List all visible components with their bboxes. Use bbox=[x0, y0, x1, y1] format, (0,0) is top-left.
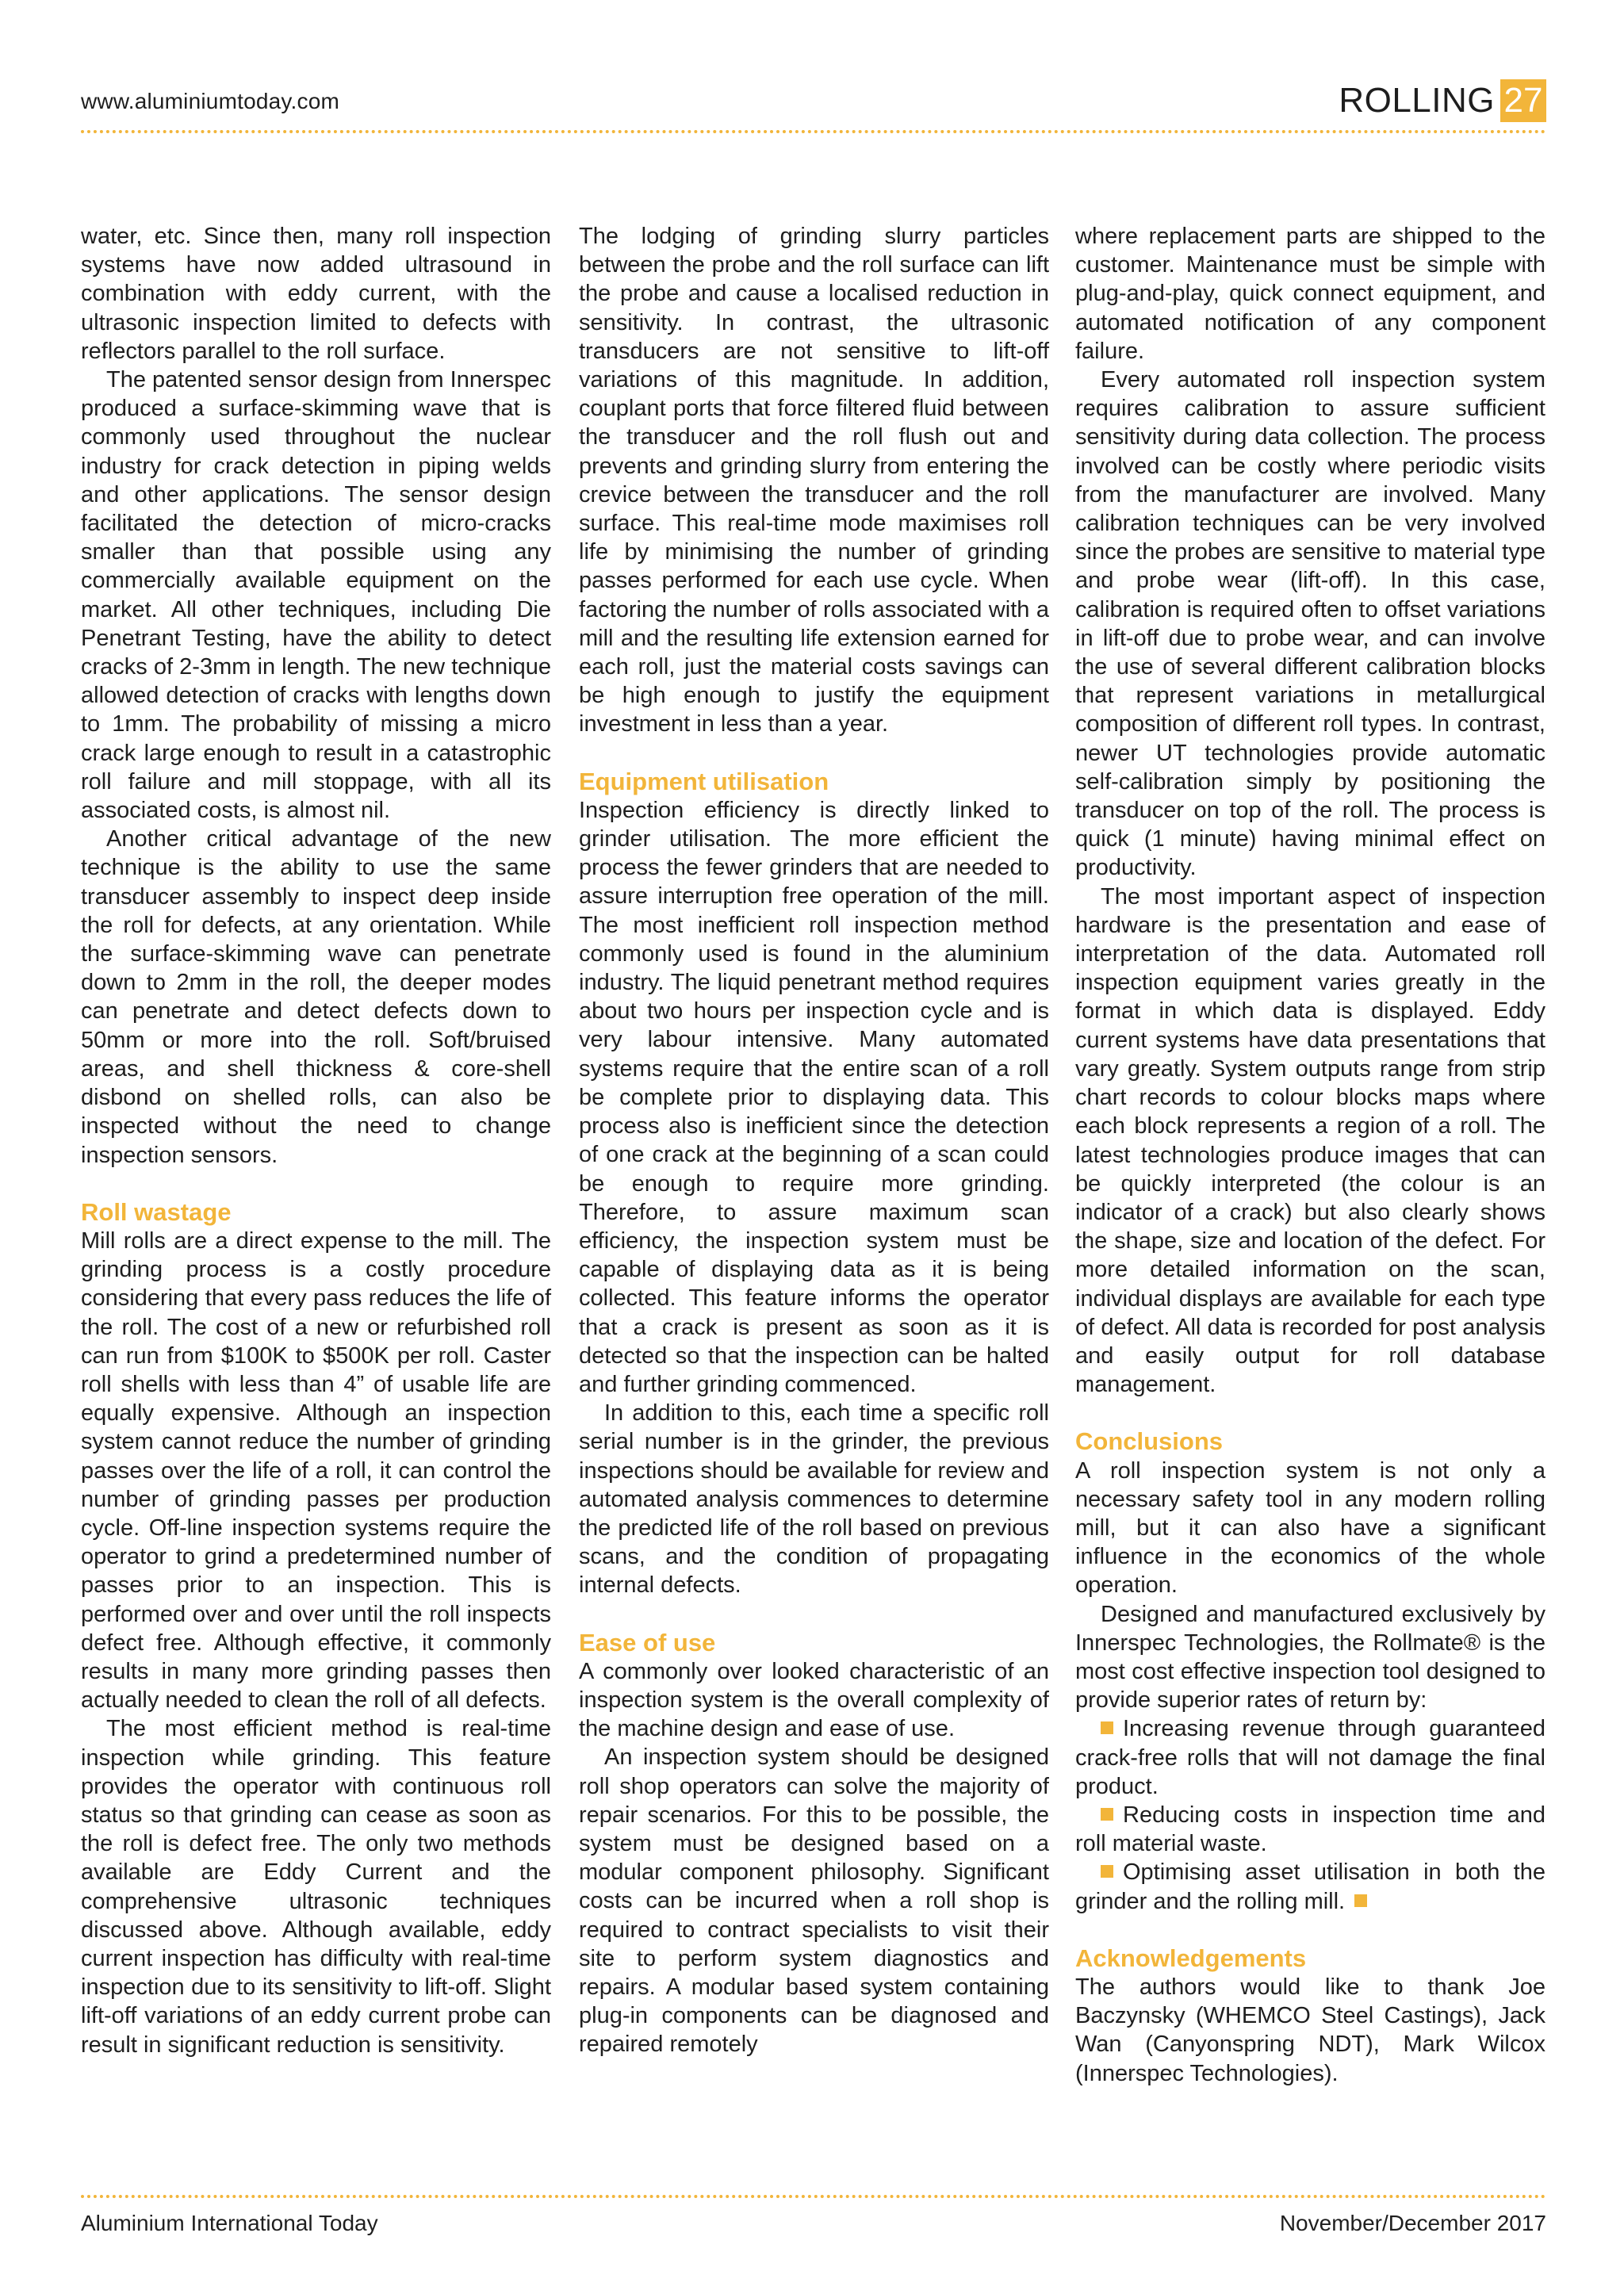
paragraph: The most important aspect of inspection hardware is the presentation and ease of interpretation of the data. Automated roll inspection equipment varies greatly in the format in which data is displayed. Eddy current systems have data presentations that vary greatly. System outputs range from strip chart records to colour blocks maps where each block represents a region of a roll. The latest technologies produce images that can be quickly interpreted (the colour is an indicator of a crack) but also clearly shows the shape, size and location of the defect. For more detailed information on the scan, individual displays are available for each type of defect. All data is recorded for post analysis and easily output for roll database management. bbox=[1075, 883, 1545, 1398]
heading-equipment-utilisation: Equipment utilisation bbox=[579, 767, 829, 795]
paragraph: where replacement parts are shipped to the customer. Maintenance must be simple with plug-and-play, quick connect equipment, and automated notification of any component failure. bbox=[1075, 224, 1545, 364]
square-bullet-icon bbox=[1101, 1808, 1113, 1821]
section-label: ROLLING bbox=[1339, 81, 1495, 120]
footer-issue: November/December 2017 bbox=[1279, 2211, 1546, 2235]
footer-publication: Aluminium International Today bbox=[81, 2211, 378, 2235]
bullet-text: Increasing revenue through guaranteed crack-free rolls that will not damage the final product. bbox=[1075, 1716, 1545, 1799]
footer-dotted-rule bbox=[81, 2195, 1546, 2198]
paragraph: Inspection efficiency is directly linked to grinder utilisation. The more efficient the process the fewer grinders that are needed to assure interruption free operation of the mill. The most inefficient roll inspection method commonly used is found in the aluminium industry. The liquid penetrant method requires about two hours per inspection cycle and is very labour intensive. Many automated systems require that the entire scan of a roll be complete prior to displaying data. This process also is inefficient since the detection of one crack at the beginning of a scan could be enough to require more grinding. Therefore, to assure maximum scan efficiency, the inspection system must be capable of displaying data as it is being collected. This feature informs the operator that a crack is present as soon as it is detected so that the inspection can be halted and further grinding commenced. bbox=[579, 797, 1049, 1397]
column-2 bbox=[579, 222, 1049, 2059]
end-of-article-icon bbox=[1354, 1894, 1367, 1907]
column-1 bbox=[81, 222, 551, 2059]
heading-roll-wastage: Roll wastage bbox=[81, 1197, 232, 1226]
site-url[interactable]: www.aluminiumtoday.com bbox=[81, 89, 339, 113]
paragraph: Mill rolls are a direct expense to the mill. The grinding process is a costly procedure considering that every pass reduces the life of the roll. The cost of a new or refurbished roll can run from $100K to $500K per roll. Caster roll shells with less than 4” of usable life are equally expensive. Although an inspection system cannot reduce the number of grinding passes over the life of a roll, it can control the number of grinding passes per production cycle. Off-line inspection systems require the operator to grind a predetermined number of passes prior to an inspection. This is performed over and over until the roll inspects defect free. Although effective, it commonly results in many more grinding passes then actually needed to clean the roll of all defects. bbox=[81, 1227, 551, 1714]
paragraph: Every automated roll inspection system requires calibration to assure sufficient sensitivity during data collection. The process involved can be costly where periodic visits from the manufacturer are involved. Many calibration techniques can be very involved since the probes are sensitive to material type and probe wear (lift-off). In this case, calibration is required often to offset variations in lift-off due to probe wear, and can involve the use of several different calibration blocks that represent variations in metallurgical composition of different roll types. In contrast, newer UT technologies provide automatic self-calibration simply by positioning the transducer on top of the roll. The process is quick (1 minute) having minimal effect on productivity. bbox=[1075, 367, 1545, 881]
square-bullet-icon bbox=[1101, 1721, 1113, 1734]
header-dotted-rule bbox=[81, 130, 1546, 133]
paragraph: The authors would like to thank Joe Baczynsky (WHEMCO Steel Castings), Jack Wan (Canyonspring NDT), Mark Wilcox (Innerspec Technologies). bbox=[1075, 1974, 1545, 2086]
paragraph: A commonly over looked characteristic of an inspection system is the overall complexity of the machine design and ease of use. bbox=[579, 1658, 1049, 1742]
bullet-item bbox=[1075, 1858, 1545, 1915]
bullet-text: Reducing costs in inspection time and roll material waste. bbox=[1075, 1802, 1545, 1857]
bullet-item bbox=[1075, 1801, 1545, 1858]
paragraph: In addition to this, each time a specific roll serial number is in the grinder, the previous inspections should be available for review and automated analysis commences to determine the predicted life of the roll based on previous scans, and the condition of propagating internal defects. bbox=[579, 1400, 1049, 1599]
paragraph: Designed and manufactured exclusively by Innerspec Technologies, the Rollmate® is the most cost effective inspection tool designed to provide superior rates of return by: bbox=[1075, 1601, 1545, 1714]
heading-ease-of-use: Ease of use bbox=[579, 1628, 716, 1656]
paragraph: water, etc. Since then, many roll inspection systems have now added ultrasound in combination with eddy current, with the ultrasonic inspection limited to defects with reflectors parallel to the roll surface. bbox=[81, 224, 551, 364]
bullet-text: Optimising asset utilisation in both the grinder and the rolling mill. bbox=[1075, 1859, 1545, 1914]
paragraph: Another critical advantage of the new technique is the ability to use the same transducer assembly to inspect deep inside the roll for defects, at any orientation. While the surface-skimming wave can penetrate down to 2mm in the roll, the deeper modes can penetrate and detect defects down to 50mm or more into the roll. Soft/bruised areas, and shell thickness & core-shell disbond on shelled rolls, can also be inspected without the need to change inspection sensors. bbox=[81, 826, 551, 1168]
paragraph: The most efficient method is real-time inspection while grinding. This feature provides the operator with continuous roll status so that grinding can cease as soon as the roll is defect free. The only two methods available are Eddy Current and the comprehensive ultrasonic techniques discussed above. Although available, eddy current inspection has difficulty with real-time inspection due to its sensitivity to lift-off. Slight lift-off variations of an eddy current probe can result in significant reduction is sensitivity. bbox=[81, 1716, 551, 2058]
paragraph: The lodging of grinding slurry particles between the probe and the roll surface can lift the probe and cause a localised reduction in sensitivity. In contrast, the ultrasonic transducers are not sensitive to lift-off variations of this magnitude. In addition, couplant ports that force filtered fluid between the transducer and the roll flush out and prevents and grinding slurry from entering the crevice between the transducer and the roll surface. This real-time mode maximises roll life by minimising the number of grinding passes performed for each use cycle. When factoring the number of rolls associated with a mill and the resulting life extension earned for each roll, just the material costs savings can be high enough to justify the equipment investment in less than a year. bbox=[579, 224, 1049, 737]
paragraph: An inspection system should be designed roll shop operators can solve the majority of repair scenarios. For this to be possible, the system must be designed based on a modular component philosophy. Significant costs can be incurred when a roll shop is required to contract specialists to visit their site to perform system diagnostics and repairs. A modular based system containing plug-in components can be diagnosed and repaired remotely bbox=[579, 1744, 1049, 2058]
heading-conclusions: Conclusions bbox=[1075, 1427, 1224, 1456]
column-3 bbox=[1075, 222, 1545, 2088]
page-number-badge: 27 bbox=[1500, 79, 1546, 122]
paragraph: The patented sensor design from Innerspec produced a surface-skimming wave that is commonly used throughout the nuclear industry for crack detection in piping welds and other applications. The sensor design facilitated the detection of micro-cracks smaller than that possible using any commercially available equipment on the market. All other techniques, including Die Penetrant Testing, have the ability to detect cracks of 2-3mm in length. The new technique allowed detection of cracks with lengths down to 1mm. The probability of missing a micro crack large enough to result in a catastrophic roll failure and mill stoppage, with all its associated costs, is almost nil. bbox=[81, 367, 551, 824]
square-bullet-icon bbox=[1101, 1865, 1113, 1878]
bullet-item bbox=[1075, 1714, 1545, 1801]
heading-acknowledgements: Acknowledgements bbox=[1075, 1944, 1307, 1972]
paragraph: A roll inspection system is not only a necessary safety tool in any modern rolling mill, but it can also have a significant influence in the economics of the whole operation. bbox=[1075, 1457, 1545, 1599]
